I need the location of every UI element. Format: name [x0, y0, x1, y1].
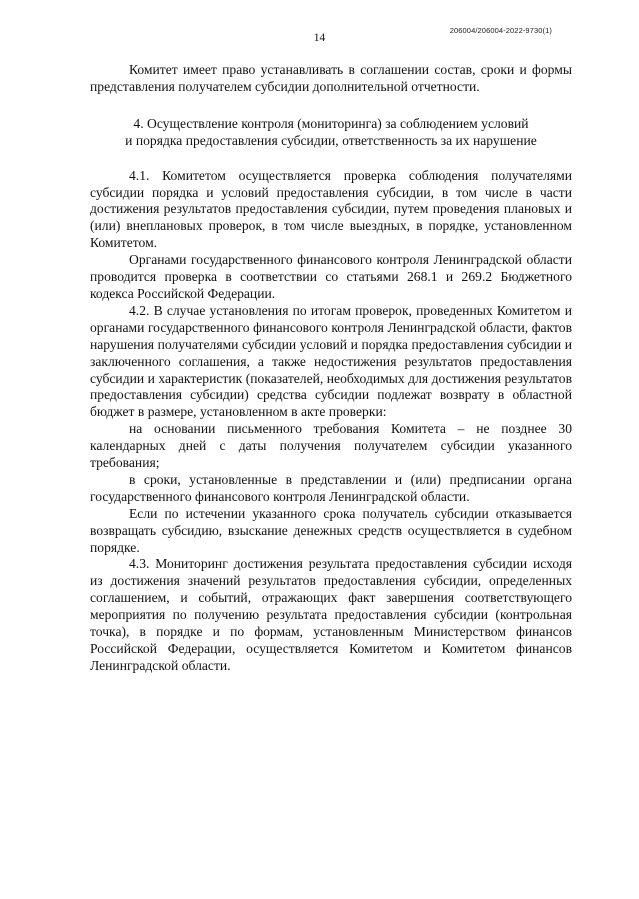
- document-id: 206004/206004-2022-9730(1): [449, 26, 552, 35]
- paragraph-prescription-deadline: в сроки, установленные в представлении и (или) предписании органа государственного финансового контроля Ленинградской области.: [90, 471, 572, 504]
- document-body: [90, 62, 572, 675]
- paragraph-control-bodies: Органами государственного финансового контроля Ленинградской области проводится проверка в соответствии со статьями 268.1 и 269.2 Бюджетного кодекса Российской Федерации.: [90, 252, 572, 301]
- paragraph-demand-deadline: на основании письменного требования Комитета – не позднее 30 календарных дней с даты получения получателем субсидии указанного требования;: [90, 421, 572, 471]
- page-number: 14: [313, 32, 326, 44]
- section-heading-line-2: и порядка предоставления субсидии, ответственность за их нарушение: [125, 132, 537, 148]
- section-heading: [90, 116, 572, 150]
- paragraph-4-1: 4.1. Комитетом осуществляется проверка соблюдения получателями субсидии порядка и условий предоставления субсидии, в том числе в части достижения результатов предоставления субсидии, путем проведения плановых и (или) внеплановых проверок, в том числе выездных, в порядке, установленном Комитетом.: [90, 167, 572, 251]
- paragraph-4-2: 4.2. В случае установления по итогам проверок, проведенных Комитетом и органами государственного финансового контроля Ленинградской области, фактов нарушения получателями субсидии условий и порядка предоставления субсидии и заключенного соглашения, а также недостижения результатов предоставления субсидии и характеристик (показателей, необходимых для достижения результатов предоставления субсидии) средства субсидии подлежат возврату в областной бюджет в размере, установленном в акте проверки:: [90, 302, 572, 420]
- paragraph-court-recovery: Если по истечении указанного срока получатель субсидии отказывается возвращать субсидию, взыскание денежных средств осуществляется в судебном порядке.: [90, 505, 572, 555]
- intro-paragraph: Комитет имеет право устанавливать в соглашении состав, сроки и формы представления получателем субсидии дополнительной отчетности.: [90, 62, 572, 94]
- paragraph-4-3: 4.3. Мониторинг достижения результата предоставления субсидии исходя из достижения значений результатов предоставления субсидии, определенных соглашением, и событий, отражающих факт завершения соответствующего мероприятия по получению результата предоставления субсидии (контрольная точка), в порядке и по формам, установленным Министерством финансов Российской Федерации, осуществляется Комитетом и Комитетом финансов Ленинградской области.: [90, 556, 572, 673]
- section-heading-line-1: 4. Осуществление контроля (мониторинга) за соблюдением условий: [133, 115, 529, 131]
